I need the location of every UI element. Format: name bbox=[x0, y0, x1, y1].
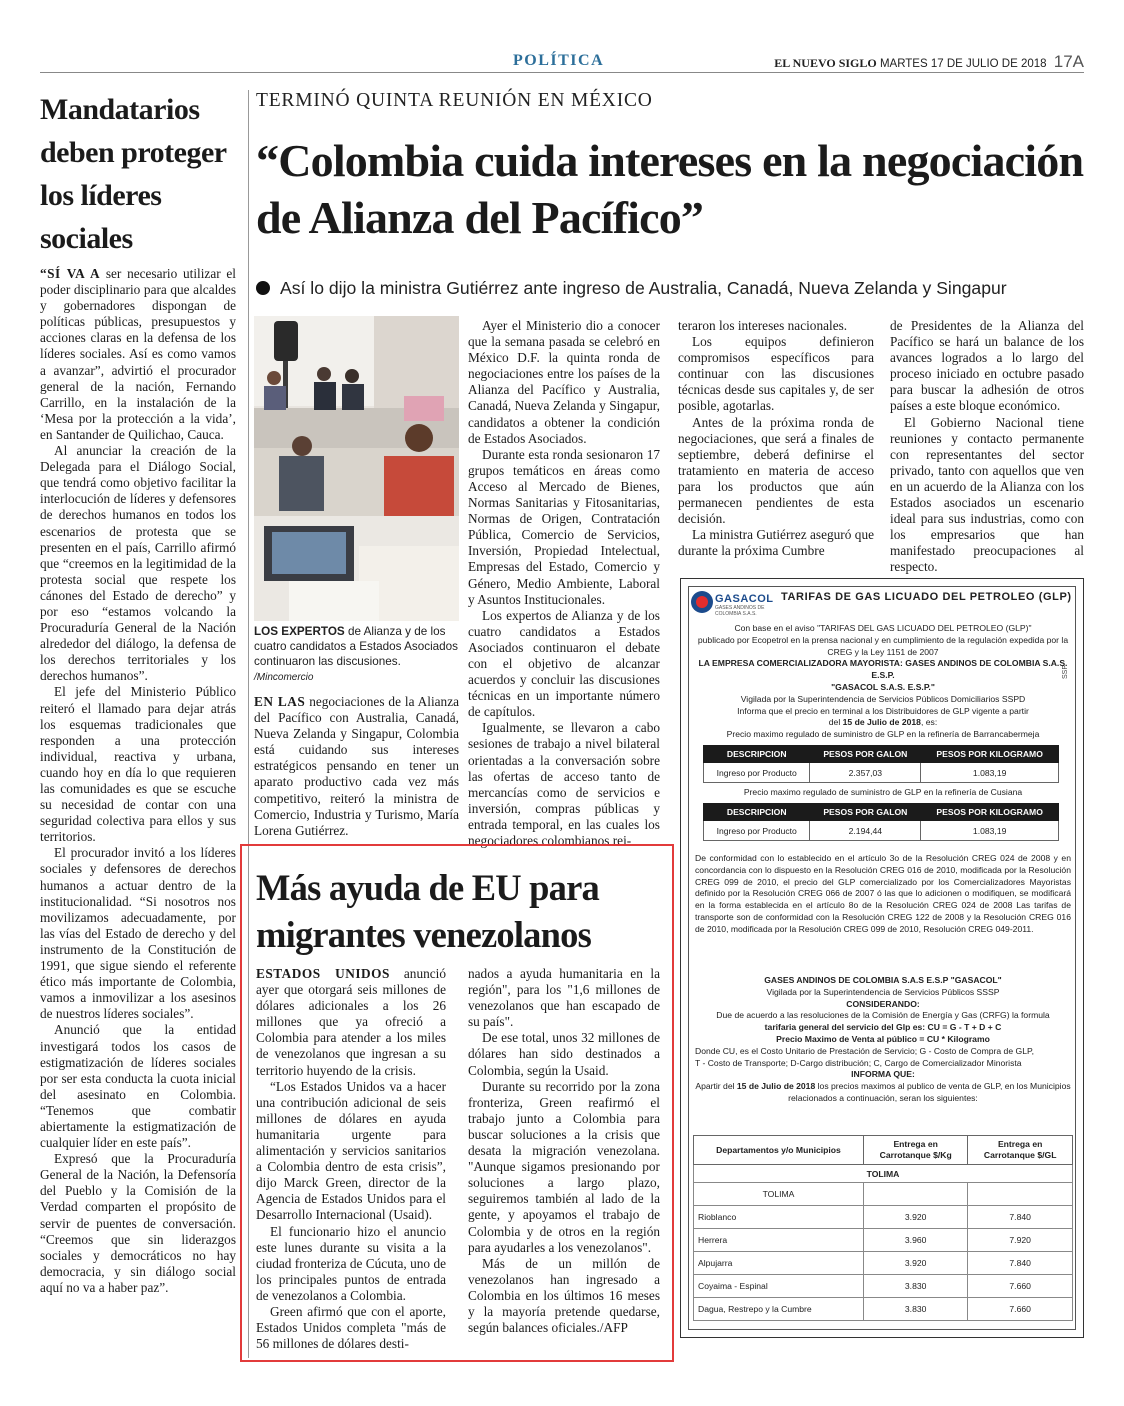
left-story-lead: “SÍ VA A bbox=[40, 266, 101, 281]
main-story-paragraph: Los equipos definieron compromisos específicos para continuar con las discusiones técnicas desde sus capitales y, de ser posible, agotarlas. bbox=[678, 334, 874, 414]
table-row: Herrera 3.960 7.920 bbox=[694, 1229, 1073, 1252]
main-story-paragraph: Durante esta ronda sesionaron 17 grupos temáticos en áreas como Acceso al Mercado de Bienes, Normas Sanitarias y Fitosanitarias, Normas de Origen, Contratación Pública, Comercio de Servicios, Inversión, Propiedad Intelectual, Empresas del Estado, Comercio y Género, Medio Ambiente, Laboral y Asuntos Institucionales. bbox=[468, 446, 660, 607]
ssp-mark: SSP bbox=[1062, 665, 1069, 680]
main-story-paragraph: teraron los intereses nacionales. bbox=[678, 318, 848, 333]
photo-caption: LOS EXPERTOS de Alianza y de los cuatro candidatos a Estados Asociados continuaron las discusiones. /Mincomercio bbox=[254, 625, 459, 683]
left-story-paragraph: Al anunciar la creación de la Delegada para el Diálogo Social, que tendrá como objetivo facilitar la interlocución de líderes y defensores de derechos humanos en todos los escenarios de protesta que se presenten en el país, Carrillo afirmó que “creemos en la legitimidad de la protesta social que respete los cánones del Estado de derecho” y por eso “estamos volcando la Procuraduría General de la Nación alrededor del diálogo, la defensa de los derechos territoriales y los derechos humanos”. bbox=[40, 443, 236, 684]
box-story-paragraph: Durante su recorrido por la zona fronteriza, Green reafirmó el trabajo junto a Colombia para buscar soluciones a la crisis que desata la migración venezolana. "Aunque sigamos presionando por soluciones a largo plazo, seguiremos también al lado de la gente, y apoyamos el trabajo de Colombia y de otros en la región para ayudarles a los venezolanos". bbox=[468, 1078, 660, 1255]
flame-logo-icon bbox=[691, 591, 713, 613]
meeting-photo bbox=[254, 316, 459, 621]
box-story-paragraph: Más de un millón de venezolanos han ingresado a Colombia en los últimos 16 meses y la mayoría pretende quedarse, según balances oficiales./AFP bbox=[468, 1255, 660, 1336]
main-story-paragraph: Igualmente, se llevaron a cabo sesiones de trabajo a nivel bilateral orientadas a la conversación sobre las ofertas de acceso tanto de mercancías como de servicios e inversión, compras públicas y entrada temporal, en las cuales los negociadores colombianos rei- bbox=[468, 720, 660, 848]
left-story-title: Mandatarios deben proteger los líderes sociales bbox=[40, 93, 227, 255]
page-number: 17A bbox=[1053, 52, 1084, 71]
region-row: TOLIMA bbox=[694, 1165, 1073, 1183]
left-story-paragraph: Expresó que la Procuraduría General de la Nación, la Defensoría del Pueblo y la Comisión de la Verdad comparten el propósito de servir de puentes de conversación. “Creemos que sin liderazgos sociales y democráticos no hay democracia, y sin diálogo social aquí no va a haber paz”. bbox=[40, 1151, 236, 1295]
left-story-paragraph: El jefe del Ministerio Público reiteró el llamado para dejar atrás los esquemas tradicionales que responden a una protección individual, reactiva y urbana, cuando hoy en día lo que requieren las comunidades es que se escuche su necesidad de contar con una seguridad colectiva para ellos y sus territorios. bbox=[40, 684, 236, 845]
ad-title: TARIFAS DE GAS LICUADO DEL PETROLEO (GLP) bbox=[781, 591, 1072, 603]
box-story-paragraph: nados a ayuda humanitaria en la región", para los "1,6 millones de venezolanos que han escapado de su país". bbox=[468, 966, 660, 1030]
main-story-paragraph: EN LAS negociaciones de la Alianza del Pacífico con Australia, Canadá, Nueva Zelanda y Singapur, Colombia está cuidando sus intereses estratégicos pensando en tener un aparato productivo cada vez más competitivo, reiteró la ministra de Comercio, Industria y Turismo, María Lorena Gutiérrez. bbox=[254, 694, 460, 838]
main-story-paragraph: El Gobierno Nacional tiene reuniones y contacto permanente con representantes del sector privado, tanto con aquellos que ven en un acuerdo de la Alianza con los Estados asociados un escenario ideal para sus industrias, como con los empresarios que han manifestado preocupaciones al respecto. bbox=[890, 414, 1084, 575]
newspaper-name: EL NUEVO SIGLO bbox=[774, 56, 877, 70]
left-story-paragraph: El procurador invitó a los líderes sociales y defensores de derechos humanos a actuar dentro de la institucionalidad. “Si nosotros nos movilizamos adecuadamente, por las vías del Estado de derecho y del instrumento de la Constitución de 1991, que sigue siendo el referente ético más importante de Colombia, vamos a inmovilizar a los asesinos de nuestros líderes sociales”. bbox=[40, 845, 236, 1022]
box-story-lead: ESTADOS UNIDOS bbox=[256, 966, 390, 981]
main-story-kicker: TERMINÓ QUINTA REUNIÓN EN MÉXICO bbox=[256, 90, 653, 111]
issue-date: MARTES 17 DE JULIO DE 2018 bbox=[879, 58, 1047, 70]
municipal-prices-table: Departamentos y/o Municipios Entrega en Carrotanque $/Kg Entrega en Carrotanque $/GL TOLIMA TOLIMA Rioblanco 3.920 7.840 Herrera 3.960 7.920 Alpujarra 3.920 7.840 Coyaima - Espinal 3.830 7.660 Dagua, Restrepo y la Cumbre 3.830 7.660 bbox=[693, 1135, 1073, 1321]
box-story-paragraph: ESTADOS UNIDOS anunció ayer que otorgará seis millones de dólares adicionales a los 26 millones que ya ofreció a Colombia para atender a los miles de venezolanos que ingresan a su territorio huyendo de la crisis. bbox=[256, 966, 446, 1078]
box-story-paragraph: El funcionario hizo el anuncio este lunes durante su visita a la ciudad fronteriza de Cúcuta, uno de los principales puntos de entrada de venezolanos a Colombia. bbox=[256, 1223, 446, 1303]
glp-tariff-ad bbox=[680, 578, 1084, 1338]
box-story-column-2 bbox=[468, 966, 660, 1336]
main-story-paragraph: Los expertos de Alianza y de los cuatro candidatos a Estados Asociados continuaron el debate con el objetivo de alcanzar acuerdos y concluir las discusiones técnicas en un importante número de capítulos. bbox=[468, 607, 660, 720]
price-table-barrancabermeja: DESCRIPCION PESOS POR GALON PESOS POR KILOGRAMO Ingreso por Producto 2.357,03 1.083,19 bbox=[703, 745, 1059, 783]
main-story-paragraph: La ministra Gutiérrez aseguró que durante la próxima Cumbre bbox=[678, 527, 874, 559]
ad-considerando: GASES ANDINOS DE COLOMBIA S.A.S E.S.P "GASACOL" Vigilada por la Superintendencia de Servicios Públicos SSSP CONSIDERANDO: Due de acuerdo a las resoluciones de la Comisión de Energía y Gas (CRFG) la formula tarifaria general del servicio del Glp es: CU = G - T + D + C Precio Maximo de Venta al público = CU * Kilogramo Donde CU, es el Costo Unitario de Prestación de Servicio; G - Costo de Compra de GLP, T - Costo de Transporte; D-Cargo distribución; C, Cargo de Comercializador Minorista INFORMA QUE: Apartir del 15 de Julio de 2018 los precios maximos al publico de venta de GLP, en los Municipios relacionados a continuación, seran los siguientes: bbox=[695, 975, 1071, 1103]
main-story-paragraph: Antes de la próxima ronda de negociaciones, que será a finales de septiembre, deberá definirse el tratamiento en materia de acceso para los productos que aún permanecen pendientes de esta decisión. bbox=[678, 414, 874, 527]
table-row: Coyaima - Espinal 3.830 7.660 bbox=[694, 1275, 1073, 1298]
section-label: POLÍTICA bbox=[513, 52, 605, 69]
main-story-paragraph: Ayer el Ministerio dio a conocer que la semana pasada se celebró en México D.F. la quinta ronda de negociaciones entre los países de la Alianza del Pacífico y Australia, Canadá, Nueva Zelanda y Singapur, candidatos a obtener la condición de Estados Asociados. bbox=[468, 318, 660, 446]
main-story-column-4 bbox=[890, 318, 1084, 576]
table-row: Dagua, Restrepo y la Cumbre 3.830 7.660 bbox=[694, 1298, 1073, 1321]
ad-intro: Con base en el aviso "TARIFAS DEL GAS LICUADO DEL PETROLEO (GLP)" publicado por Ecopetrol en la prensa nacional y en cumplimiento de la regulación expedida por la CREG y la Ley 1151 de 2007 LA EMPRESA COMERCIALIZADORA MAYORISTA: GASES ANDINOS DE COLOMBIA S.A.S. E.S.P. "GASACOL S.A.S. E.S.P." Vigilada por la Superintendencia de Servicios Públicos Domiciliarios SSPD Informa que el precio en terminal a los Distribuidores de GLP vigente a partir del 15 de Julio de 2018, es: Precio maximo regulado de suministro de GLP en la refinería de Barrancabermeja bbox=[697, 623, 1069, 740]
table-row: Rioblanco 3.920 7.840 bbox=[694, 1206, 1073, 1229]
main-story-subtitle: Así lo dijo la ministra Gutiérrez ante ingreso de Australia, Canadá, Nueva Zelanda y Singapur bbox=[256, 278, 1007, 299]
photo-credit: /Mincomercio bbox=[254, 672, 314, 683]
ad-cusiana-note: Precio maximo regulado de suministro de GLP en la refinería de Cusiana bbox=[743, 787, 1023, 797]
meeting-photo-illustration bbox=[254, 316, 459, 621]
price-table-cusiana: DESCRIPCION PESOS POR GALON PESOS POR KILOGRAMO Ingreso por Producto 2.194,44 1.083,19 bbox=[703, 803, 1059, 841]
left-story-paragraph: Anunció que la entidad investigará todos los casos de estigmatización de líderes sociales por ser esta conducta la cuota inicial del asesinato en Colombia. “Tenemos que combatir abiertamente la estigmatización de cualquier líder en este país”. bbox=[40, 1022, 236, 1151]
header-rule bbox=[40, 72, 1084, 73]
box-story-paragraph: De ese total, unos 32 millones de dólares han sido destinados a Colombia, según la Usaid. bbox=[468, 1030, 660, 1078]
main-story-title: “Colombia cuida intereses en la negociación de Alianza del Pacífico” bbox=[256, 135, 1084, 243]
left-story-paragraph: “SÍ VA A ser necesario utilizar el poder disciplinario para que alcaldes y gobernadores dispongan de políticas públicas, presupuestos y acciones claras en la defensa de los líderes sociales. Así es como vamos a avanzar”, advirtió el procurador general de la nación, Fernando Carrillo, en la instalación de la ‘Mesa por la protección a la vida’, en Santander de Quilichao, Cauca. bbox=[40, 266, 236, 442]
left-story-body bbox=[40, 266, 236, 1296]
folio bbox=[774, 52, 1084, 72]
box-story-title: Más ayuda de EU para migrantes venezolanos bbox=[256, 867, 599, 955]
box-story-column-1 bbox=[256, 966, 446, 1352]
box-story-paragraph: “Los Estados Unidos va a hacer una contribución adicional de seis millones de dólares en ayuda humanitaria urgente para alimentación y servicios sanitarios a Colombia dentro de esta crisis”, dijo Marck Green, director de la Agencia de Estados Unidos para el Desarrollo Internacional (Usaid). bbox=[256, 1078, 446, 1223]
main-story-column-3 bbox=[678, 318, 874, 559]
bullet-icon bbox=[256, 281, 270, 295]
main-story-column-2 bbox=[468, 318, 660, 849]
main-story-lead: EN LAS bbox=[254, 694, 306, 709]
table-row: Alpujarra 3.920 7.840 bbox=[694, 1252, 1073, 1275]
ad-conformidad: De conformidad con lo establecido en el artículo 3o de la Resolución CREG 024 de 2008 y en concordancia con lo dispuesto en la Resolución CREG 016 de 2010, modificada por la Resolución CREG 099 de 2010, el precio del GLP comercializado por los Comercializadores Mayoristas definido por la Resolución CREG 066 de 2007 ó las que lo adicionen o modifiquen, se modificará en la forma establecida en el artículo 8o de la Resolución CREG 024 de 2008 Las tarifas de transporte son de conformidad con la Resolución CREG 122 de 2008 y la Resolución CREG 016 de 2010, modificada por la Resolución CREG 099 de 2010, Resolución CREG 049-2011. bbox=[695, 853, 1071, 934]
main-story-column-1 bbox=[254, 694, 459, 839]
box-story-paragraph: Green afirmó que con el aporte, Estados Unidos completa "más de 56 millones de dólares desti- bbox=[256, 1303, 446, 1352]
subregion-cell: TOLIMA bbox=[694, 1183, 864, 1206]
main-story-paragraph: de Presidentes de la Alianza del Pacífico se hará un balance de los avances logrados a lo largo del proceso iniciado en octubre pasado para buscar la adhesión de otros países a este bloque económico. bbox=[890, 318, 1084, 414]
gasacol-logo: GASACOL GASES ANDINOS DE COLOMBIA S.A.S. bbox=[691, 589, 771, 617]
